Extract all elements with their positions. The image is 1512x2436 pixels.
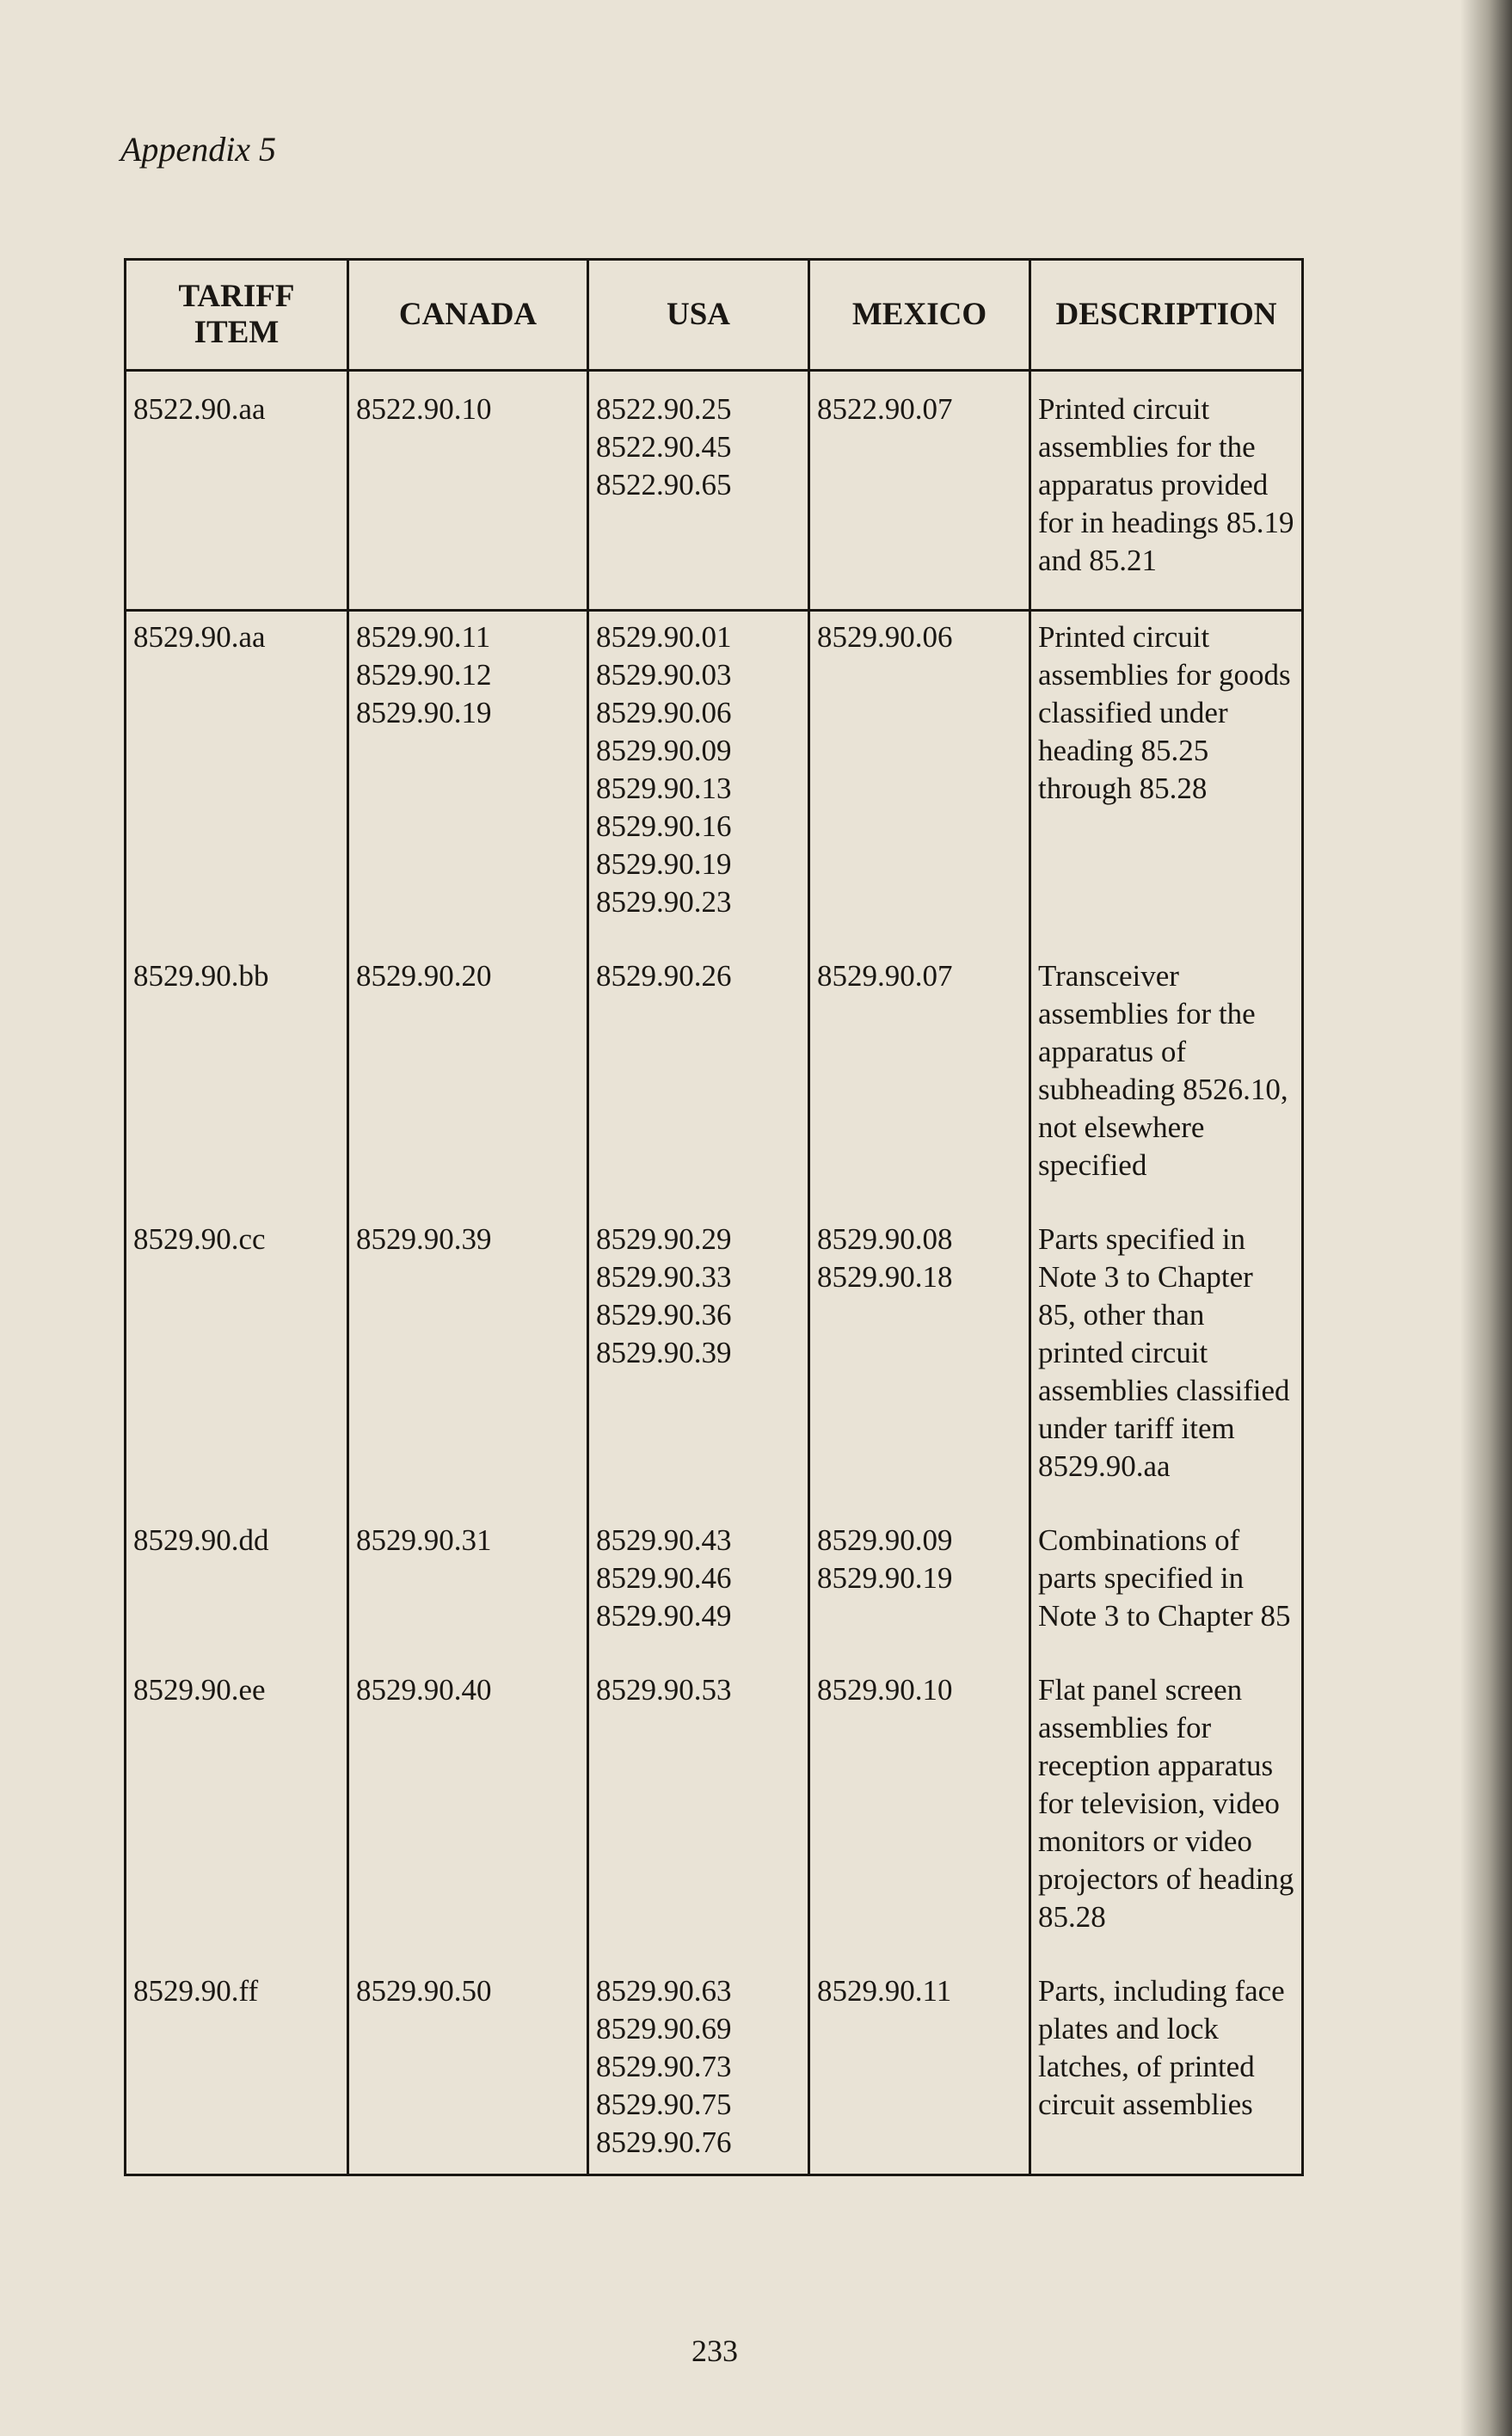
tariff-code: 8529.90.23 (596, 885, 732, 919)
tariff-item-cell: 8529.90.aa (126, 611, 348, 951)
tariff-code: 8522.90.10 (356, 392, 492, 426)
table-row (126, 1515, 1303, 1664)
tariff-code: 8529.90.73 (596, 2050, 732, 2083)
description-cell: Printed circuit assemblies for goods classified under heading 85.25 through 85.28 (1030, 611, 1303, 951)
canada-codes-cell (348, 371, 588, 611)
page-number: 233 (691, 2334, 738, 2368)
tariff-code: 8529.90.46 (596, 1561, 732, 1595)
tariff-code: 8529.90.33 (596, 1260, 732, 1294)
tariff-item-cell: 8529.90.dd (126, 1515, 348, 1664)
canada-codes-cell (348, 950, 588, 1214)
usa-codes-cell (588, 1664, 809, 1965)
tariff-code: 8529.90.40 (356, 1673, 492, 1707)
tariff-code: 8529.90.31 (356, 1523, 492, 1557)
description-cell: Printed circuit assemblies for the apparatus provided for in headings 85.19 and 85.21 (1030, 371, 1303, 611)
tariff-code: 8529.90.12 (356, 658, 492, 692)
tariff-code: 8529.90.08 (817, 1222, 953, 1256)
tariff-code: 8529.90.76 (596, 2125, 732, 2159)
tariff-code: 8529.90.39 (356, 1222, 492, 1256)
tariff-code: 8529.90.06 (817, 620, 953, 654)
tariff-code: 8529.90.39 (596, 1336, 732, 1369)
tariff-code: 8529.90.43 (596, 1523, 732, 1557)
tariff-code: 8529.90.29 (596, 1222, 732, 1256)
canada-codes-cell (348, 1965, 588, 2175)
mexico-codes-cell (809, 1214, 1030, 1515)
tariff-code: 8529.90.19 (356, 696, 492, 729)
tariff-code: 8529.90.36 (596, 1298, 732, 1332)
tariff-code: 8529.90.06 (596, 696, 732, 729)
description-cell: Transceiver assemblies for the apparatus of subheading 8526.10, not elsewhere specified (1030, 950, 1303, 1214)
tariff-code: 8529.90.26 (596, 959, 732, 993)
tariff-code: 8529.90.75 (596, 2088, 732, 2121)
column-header-canada: CANADA (348, 260, 588, 371)
tariff-code: 8529.90.20 (356, 959, 492, 993)
description-cell: Parts specified in Note 3 to Chapter 85, other than printed circuit assemblies classified under tariff item 8529.90.aa (1030, 1214, 1303, 1515)
tariff-code: 8529.90.49 (596, 1599, 732, 1633)
column-header-description: DESCRIPTION (1030, 260, 1303, 371)
description-cell: Parts, including face plates and lock latches, of printed circuit assemblies (1030, 1965, 1303, 2175)
tariff-code: 8529.90.10 (817, 1673, 953, 1707)
tariff-code: 8529.90.09 (817, 1523, 953, 1557)
page-header: Appendix 5 (120, 130, 277, 169)
mexico-codes-cell (809, 371, 1030, 611)
table-row (126, 611, 1303, 951)
mexico-codes-cell (809, 611, 1030, 951)
column-header-tariff-item: TARIFF ITEM (126, 260, 348, 371)
tariff-item-cell: 8529.90.cc (126, 1214, 348, 1515)
tariff-code: 8529.90.13 (596, 772, 732, 805)
tariff-code: 8529.90.09 (596, 734, 732, 767)
mexico-codes-cell (809, 1965, 1030, 2175)
canada-codes-cell (348, 1515, 588, 1664)
tariff-code: 8529.90.69 (596, 2012, 732, 2045)
usa-codes-cell (588, 1515, 809, 1664)
tariff-code: 8522.90.07 (817, 392, 953, 426)
table-row (126, 1214, 1303, 1515)
tariff-code: 8529.90.53 (596, 1673, 732, 1707)
mexico-codes-cell (809, 1515, 1030, 1664)
table-row (126, 1664, 1303, 1965)
table-row (126, 371, 1303, 611)
tariff-code: 8529.90.07 (817, 959, 953, 993)
mexico-codes-cell (809, 1664, 1030, 1965)
column-header-usa: USA (588, 260, 809, 371)
table-header-row (126, 260, 1303, 371)
tariff-code: 8529.90.19 (817, 1561, 953, 1595)
tariff-code: 8529.90.03 (596, 658, 732, 692)
tariff-code: 8529.90.11 (817, 1974, 952, 2008)
tariff-item-cell: 8529.90.ee (126, 1664, 348, 1965)
usa-codes-cell (588, 1965, 809, 2175)
tariff-item-cell: 8522.90.aa (126, 371, 348, 611)
table-body (126, 371, 1303, 2175)
canada-codes-cell (348, 1214, 588, 1515)
description-cell: Flat panel screen assemblies for reception apparatus for television, video monitors or video projectors of heading 85.28 (1030, 1664, 1303, 1965)
description-cell: Combinations of parts specified in Note 3 to Chapter 85 (1030, 1515, 1303, 1664)
canada-codes-cell (348, 1664, 588, 1965)
tariff-code: 8522.90.25 (596, 392, 732, 426)
usa-codes-cell (588, 611, 809, 951)
tariff-table (124, 258, 1304, 2176)
table-row (126, 950, 1303, 1214)
tariff-code: 8529.90.11 (356, 620, 491, 654)
table-row (126, 1965, 1303, 2175)
mexico-codes-cell (809, 950, 1030, 1214)
canada-codes-cell (348, 611, 588, 951)
tariff-code: 8529.90.18 (817, 1260, 953, 1294)
usa-codes-cell (588, 1214, 809, 1515)
page-edge-shadow (1460, 0, 1512, 2436)
usa-codes-cell (588, 950, 809, 1214)
tariff-code: 8522.90.65 (596, 468, 732, 501)
usa-codes-cell (588, 371, 809, 611)
tariff-item-cell: 8529.90.bb (126, 950, 348, 1214)
column-header-mexico: MEXICO (809, 260, 1030, 371)
tariff-code: 8529.90.50 (356, 1974, 492, 2008)
tariff-code: 8522.90.45 (596, 430, 732, 464)
tariff-code: 8529.90.19 (596, 847, 732, 881)
tariff-code: 8529.90.63 (596, 1974, 732, 2008)
tariff-code: 8529.90.01 (596, 620, 732, 654)
tariff-code: 8529.90.16 (596, 809, 732, 843)
tariff-item-cell: 8529.90.ff (126, 1965, 348, 2175)
